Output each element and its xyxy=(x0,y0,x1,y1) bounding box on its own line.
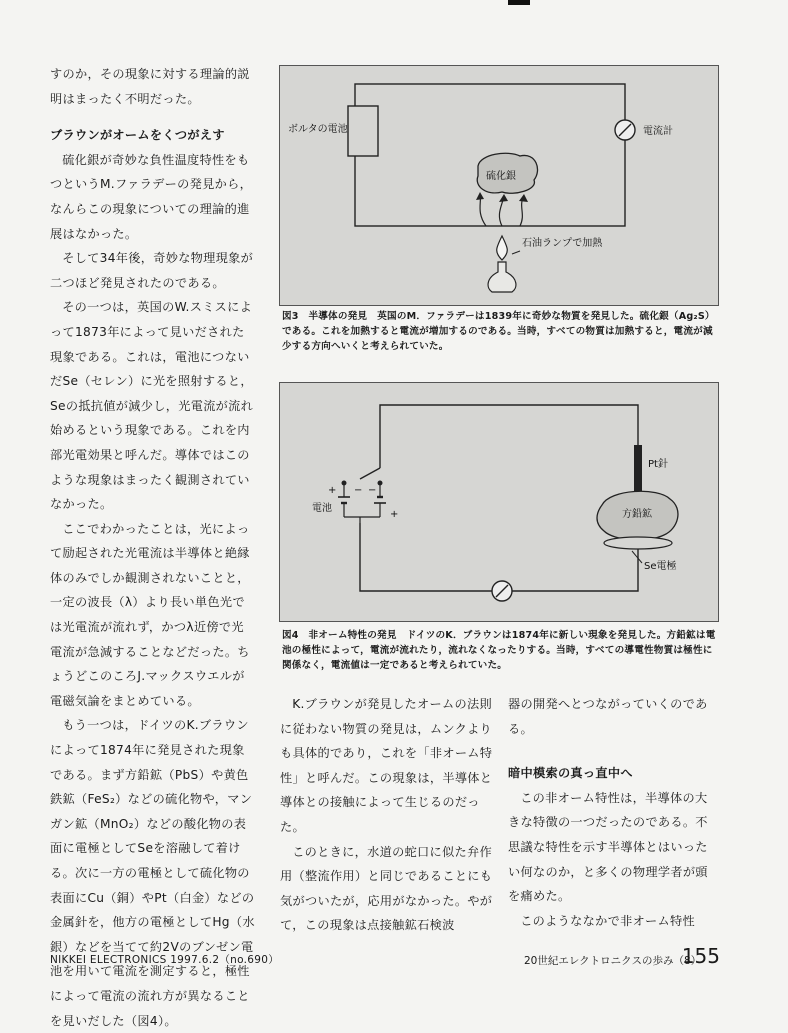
pt-needle xyxy=(634,445,642,495)
voltaic-pile xyxy=(348,106,378,156)
se-electrode xyxy=(604,537,672,549)
flame-icon xyxy=(497,236,508,260)
lamp-label: 石油ランプで加熱 xyxy=(522,238,603,249)
polarity-sign: + xyxy=(328,485,337,496)
figure-4-caption xyxy=(282,629,718,673)
paragraph: すのか，その現象に対する理論的説明はまったく不明だった。 xyxy=(50,67,250,106)
figure-3-diagram xyxy=(280,66,718,305)
paragraph: K.ブラウンが発見したオームの法則に従わない物質の発見は，ムンクよりも具体的であり，これを「非オーム特性」と呼んだ。この現象は，半導体と導体との接触によって生じるのだった。 xyxy=(280,697,493,834)
sample-label: 硫化銀 xyxy=(486,171,516,182)
paragraph: 硫化銀が奇妙な負性温度特性をもつというM.ファラデーの発見から，なんらこの現象についての理論的進展はなかった。 xyxy=(50,152,253,241)
sample-label: 方鉛鉱 xyxy=(622,509,652,520)
paragraph: そして34年後，奇妙な物理現象が二つほど発見されたのである。 xyxy=(50,251,254,290)
polarity-switch xyxy=(360,468,380,479)
right-column xyxy=(508,692,718,933)
caption-title: 図4 非オーム特性の発見 xyxy=(282,630,397,641)
left-column xyxy=(50,62,256,1033)
paragraph: この非オーム特性は，半導体の大きな特徴の一つだったのである。不思議な特性を示す半導体とはいったい何なのか，と多くの物理学者が頭を痛めた。 xyxy=(508,790,708,904)
figure-3-caption xyxy=(282,310,718,354)
circuit-wire xyxy=(380,405,638,468)
page-number: 155 xyxy=(681,944,720,968)
electrode-label: Se電極 xyxy=(644,561,677,572)
print-mark xyxy=(508,0,530,5)
paragraph: このときに，水道の蛇口に似た弁作用（整流作用）と同じであることにも気がついたが，応用がなかった。やがて，この現象は点接触鉱石検波 xyxy=(280,844,493,933)
needle-label: Pt針 xyxy=(648,459,668,470)
caption-text: 英国のM．ファラデーは1839年に奇妙な物質を発見した。硫化銀（Ag₂S）である。これを加熱すると電流が増加するのである。当時，すべての物質は加熱すると，電流が減少する方向へいくと考えられていた。 xyxy=(282,311,715,352)
figure-4-diagram xyxy=(280,383,718,621)
paragraph: ここでわかったことは，光によって励起された光電流は半導体と絶縁体のみでしか観測されないことと，一定の波長（λ）より長い単色光では光電流が流れず，かつλ近傍で光電流が急減することなどだった。ちょうどこのころJ.マックスウエルが電磁気論をまとめている。 xyxy=(50,521,250,708)
section-heading: 暗中模索の真っ直中へ xyxy=(508,766,633,781)
battery-label: 電池 xyxy=(312,503,332,514)
series-title: 20世紀エレクトロニクスの歩み（8） xyxy=(524,955,702,967)
battery-label: ボルタの電池 xyxy=(288,124,348,135)
paragraph: 器の開発へとつながっていくのである。 xyxy=(508,697,708,736)
figure-4 xyxy=(279,382,719,622)
meter-label: 電流計 xyxy=(643,126,673,137)
figure-3 xyxy=(279,65,719,306)
middle-column xyxy=(280,692,494,938)
polarity-sign: + xyxy=(390,509,399,520)
paragraph: もう一つは，ドイツのK.ブラウンによって1874年に発見された現象である。まず方鉛鉱（PbS）や黄色鉄鉱（FeS₂）などの硫化物や，マンガン鉱（MnO₂）などの酸化物の表面に電極としてSeを溶融して着ける。次に一方の電極として硫化物の表面にCu（銅）やPt（白金）などの金属針を，他方の電極としてHg（水銀）などを当てて約2Vのブンゼン電池を用いて電流を測定すると，極性によって電流の流れ方が異なることを見いだした（図4）。 xyxy=(50,718,255,1028)
paragraph: その一つは，英国のW.スミスによって1873年によって見いだされた現象である。これは，電池につないだSe（セレン）に光を照射すると，Seの抵抗値が減少し，光電流が流れ始めるという現象である。これを内部光電効果と呼んだ。導体ではこのような現象はまったく観測されていなかった。 xyxy=(50,300,254,512)
section-heading: ブラウンがオームをくつがえす xyxy=(50,128,225,143)
polarity-sign: − xyxy=(354,485,363,496)
paragraph: このようななかで非オーム特性 xyxy=(520,913,696,928)
oil-lamp xyxy=(488,262,516,292)
caption-text: ドイツのK．ブラウンは1874年に新しい現象を発見した。方鉛鉱は電池の極性によって，電流が流れたり，流れなくなったりする。当時，すべての導電性物質は極性に関係なく，電流値は一定であると考えられていた。 xyxy=(282,630,716,671)
journal-footer: NIKKEI ELECTRONICS 1997.6.2（no.690） xyxy=(50,954,280,966)
polarity-sign: − xyxy=(368,485,377,496)
caption-title: 図3 半導体の発見 xyxy=(282,311,368,322)
